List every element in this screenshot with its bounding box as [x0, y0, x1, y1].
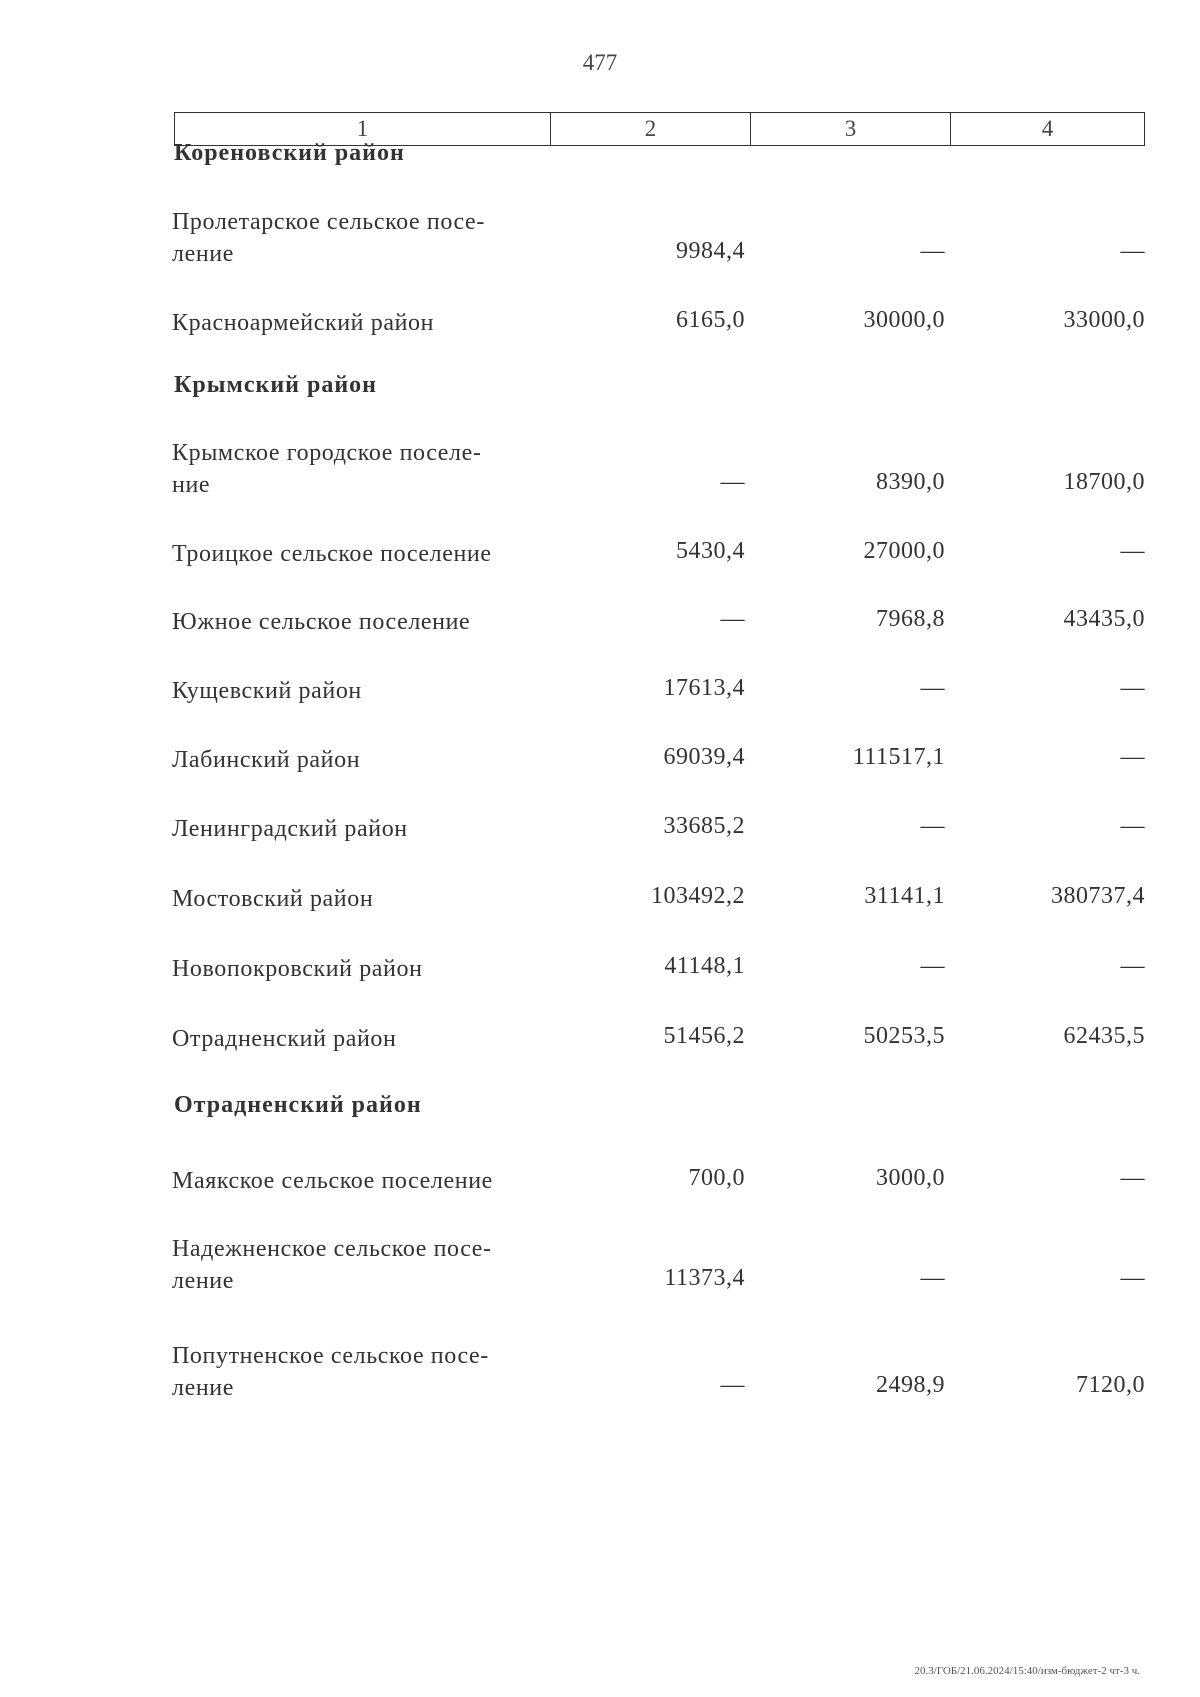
section-heading: Отрадненский район: [174, 1092, 422, 1118]
row-name: Крымское городское поселе- ние: [172, 440, 482, 498]
row-col-2: 6165,0: [676, 307, 745, 333]
row-name: Южное сельское поселение: [172, 609, 471, 635]
row-col-3: 31141,1: [864, 883, 945, 909]
section-heading: Кореновский район: [174, 140, 405, 166]
row-col-4: —: [1120, 1265, 1145, 1291]
row-col-2: 33685,2: [663, 813, 745, 839]
row-name: Маякское сельское поселение: [172, 1168, 493, 1194]
row-col-4: —: [1120, 813, 1145, 839]
row-col-3: —: [920, 238, 945, 264]
row-name: Троицкое сельское поселение: [172, 541, 492, 567]
row-col-4: 43435,0: [1063, 606, 1145, 632]
row-col-2: 51456,2: [663, 1023, 745, 1049]
row-name: Лабинский район: [172, 747, 361, 773]
row-col-4: 33000,0: [1063, 307, 1145, 333]
page-number: 477: [582, 50, 618, 75]
section-heading: Крымский район: [174, 372, 377, 398]
row-name: Новопокровский район: [172, 956, 423, 982]
row-col-3: 2498,9: [876, 1372, 945, 1398]
row-col-3: 27000,0: [863, 538, 945, 564]
row-name: Надежненское сельское посе- ление: [172, 1236, 492, 1294]
row-col-2: —: [720, 606, 745, 632]
row-col-4: 62435,5: [1063, 1023, 1145, 1049]
row-col-3: —: [920, 1265, 945, 1291]
row-col-4: —: [1120, 675, 1145, 701]
row-name: Пролетарское сельское посе- ление: [172, 209, 485, 267]
row-col-3: 7968,8: [876, 606, 945, 632]
row-col-4: 380737,4: [1051, 883, 1145, 909]
header-col-3: 3: [750, 113, 950, 145]
row-col-3: 111517,1: [852, 744, 945, 770]
row-col-2: 41148,1: [664, 953, 745, 979]
row-col-3: 3000,0: [876, 1165, 945, 1191]
row-col-3: —: [920, 813, 945, 839]
row-col-2: 5430,4: [676, 538, 745, 564]
row-col-2: 103492,2: [651, 883, 745, 909]
row-col-4: 7120,0: [1076, 1372, 1145, 1398]
row-col-4: —: [1120, 538, 1145, 564]
row-col-2: 69039,4: [663, 744, 745, 770]
row-name: Кущевский район: [172, 678, 362, 704]
row-col-3: 30000,0: [863, 307, 945, 333]
row-col-4: —: [1120, 238, 1145, 264]
row-name: Отрадненский район: [172, 1026, 397, 1052]
row-col-2: —: [720, 1372, 745, 1398]
header-col-2: 2: [550, 113, 750, 145]
document-footer-stamp: 20.3/ГОБ/21.06.2024/15:40/изм-бюджет-2 чт-3 ч.: [914, 1665, 1140, 1677]
row-col-4: —: [1120, 953, 1145, 979]
row-col-3: —: [920, 953, 945, 979]
row-col-4: —: [1120, 1165, 1145, 1191]
row-col-2: 700,0: [688, 1165, 745, 1191]
row-col-2: —: [720, 469, 745, 495]
row-col-3: —: [920, 675, 945, 701]
row-col-2: 17613,4: [663, 675, 745, 701]
row-col-3: 50253,5: [863, 1023, 945, 1049]
row-col-4: 18700,0: [1063, 469, 1145, 495]
header-col-1: 1: [356, 116, 369, 141]
row-name: Красноармейский район: [172, 310, 435, 336]
row-col-2: 11373,4: [664, 1265, 745, 1291]
row-col-3: 8390,0: [876, 469, 945, 495]
row-col-4: —: [1120, 744, 1145, 770]
row-name: Попутненское сельское посе- ление: [172, 1343, 489, 1401]
row-name: Мостовский район: [172, 886, 374, 912]
row-col-2: 9984,4: [676, 238, 745, 264]
row-name: Ленинградский район: [172, 816, 408, 842]
header-col-4: 4: [950, 113, 1144, 145]
